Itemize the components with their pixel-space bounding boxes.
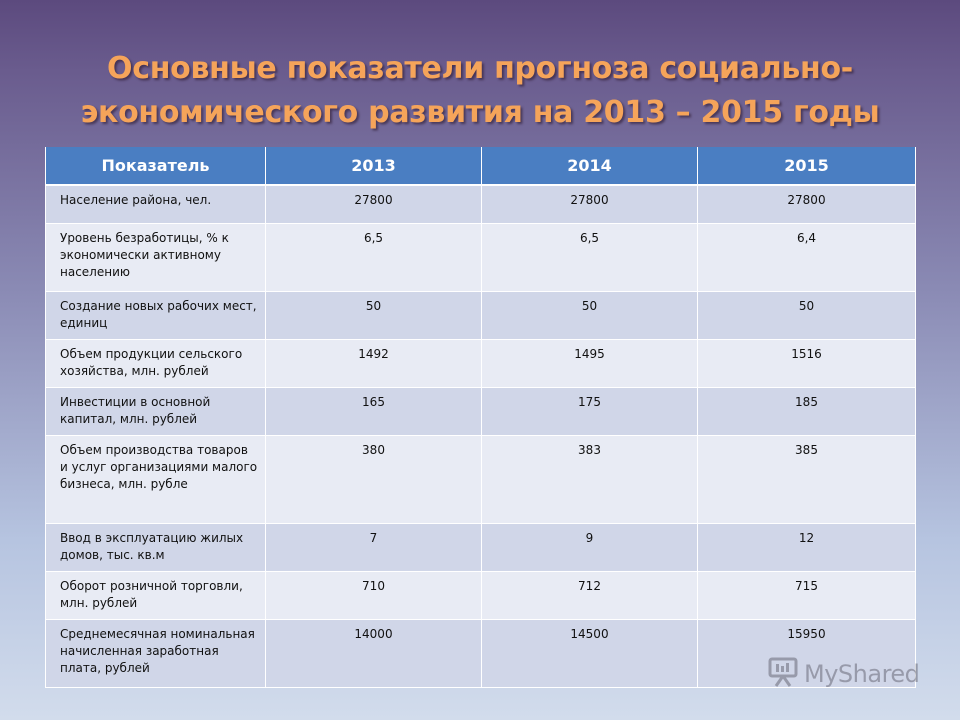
- table-row: [46, 185, 916, 223]
- value-2014: 9: [482, 523, 698, 571]
- value-2014: 27800: [482, 185, 698, 223]
- value-2014: 383: [482, 435, 698, 523]
- value-2013: 1492: [266, 339, 482, 387]
- value-2015: 715: [698, 571, 916, 619]
- row-label: Среднемесячная номинальная начисленная заработная плата, рублей: [46, 619, 266, 687]
- value-2013: 14000: [266, 619, 482, 687]
- header-2014: 2014: [482, 147, 698, 185]
- value-2013: 710: [266, 571, 482, 619]
- table-row: [46, 523, 916, 571]
- value-2015: 50: [698, 291, 916, 339]
- row-label: Объем производства товаров и услуг организациями малого бизнеса, млн. рубле: [46, 435, 266, 523]
- header-2015: 2015: [698, 147, 916, 185]
- table-row: [46, 387, 916, 435]
- projector-board-icon: [768, 656, 798, 692]
- value-2015: 12: [698, 523, 916, 571]
- row-label: Инвестиции в основной капитал, млн. рублей: [46, 387, 266, 435]
- table-header-row: [46, 147, 916, 185]
- value-2015: 6,4: [698, 223, 916, 291]
- forecast-table: [45, 147, 916, 688]
- value-2013: 380: [266, 435, 482, 523]
- table-row: [46, 435, 916, 523]
- value-2013: 165: [266, 387, 482, 435]
- value-2013: 50: [266, 291, 482, 339]
- slide-title: [0, 47, 960, 135]
- value-2014: 50: [482, 291, 698, 339]
- table-row: [46, 291, 916, 339]
- value-2014: 175: [482, 387, 698, 435]
- value-2013: 7: [266, 523, 482, 571]
- row-label: Уровень безработицы, % к экономически активному населению: [46, 223, 266, 291]
- value-2014: 14500: [482, 619, 698, 687]
- value-2014: 6,5: [482, 223, 698, 291]
- value-2015: 15950: [698, 619, 916, 687]
- value-2013: 6,5: [266, 223, 482, 291]
- watermark: [768, 656, 928, 692]
- value-2014: 712: [482, 571, 698, 619]
- header-indicator: Показатель: [46, 147, 266, 185]
- watermark-text: MyShared: [804, 660, 920, 688]
- value-2014: 1495: [482, 339, 698, 387]
- row-label: Ввод в эксплуатацию жилых домов, тыс. кв.м: [46, 523, 266, 571]
- table-row: [46, 571, 916, 619]
- slide-title-line-1: Основные показатели прогноза социально-: [107, 51, 853, 86]
- value-2015: 1516: [698, 339, 916, 387]
- value-2015: 27800: [698, 185, 916, 223]
- value-2015: 185: [698, 387, 916, 435]
- row-label: Оборот розничной торговли, млн. рублей: [46, 571, 266, 619]
- header-2013: 2013: [266, 147, 482, 185]
- slide-title-line-2: экономического развития на 2013 – 2015 годы: [80, 95, 880, 130]
- row-label: Создание новых рабочих мест, единиц: [46, 291, 266, 339]
- value-2015: 385: [698, 435, 916, 523]
- row-label: Население района, чел.: [46, 185, 266, 223]
- row-label: Объем продукции сельского хозяйства, млн. рублей: [46, 339, 266, 387]
- table-row: [46, 223, 916, 291]
- table-row: [46, 339, 916, 387]
- value-2013: 27800: [266, 185, 482, 223]
